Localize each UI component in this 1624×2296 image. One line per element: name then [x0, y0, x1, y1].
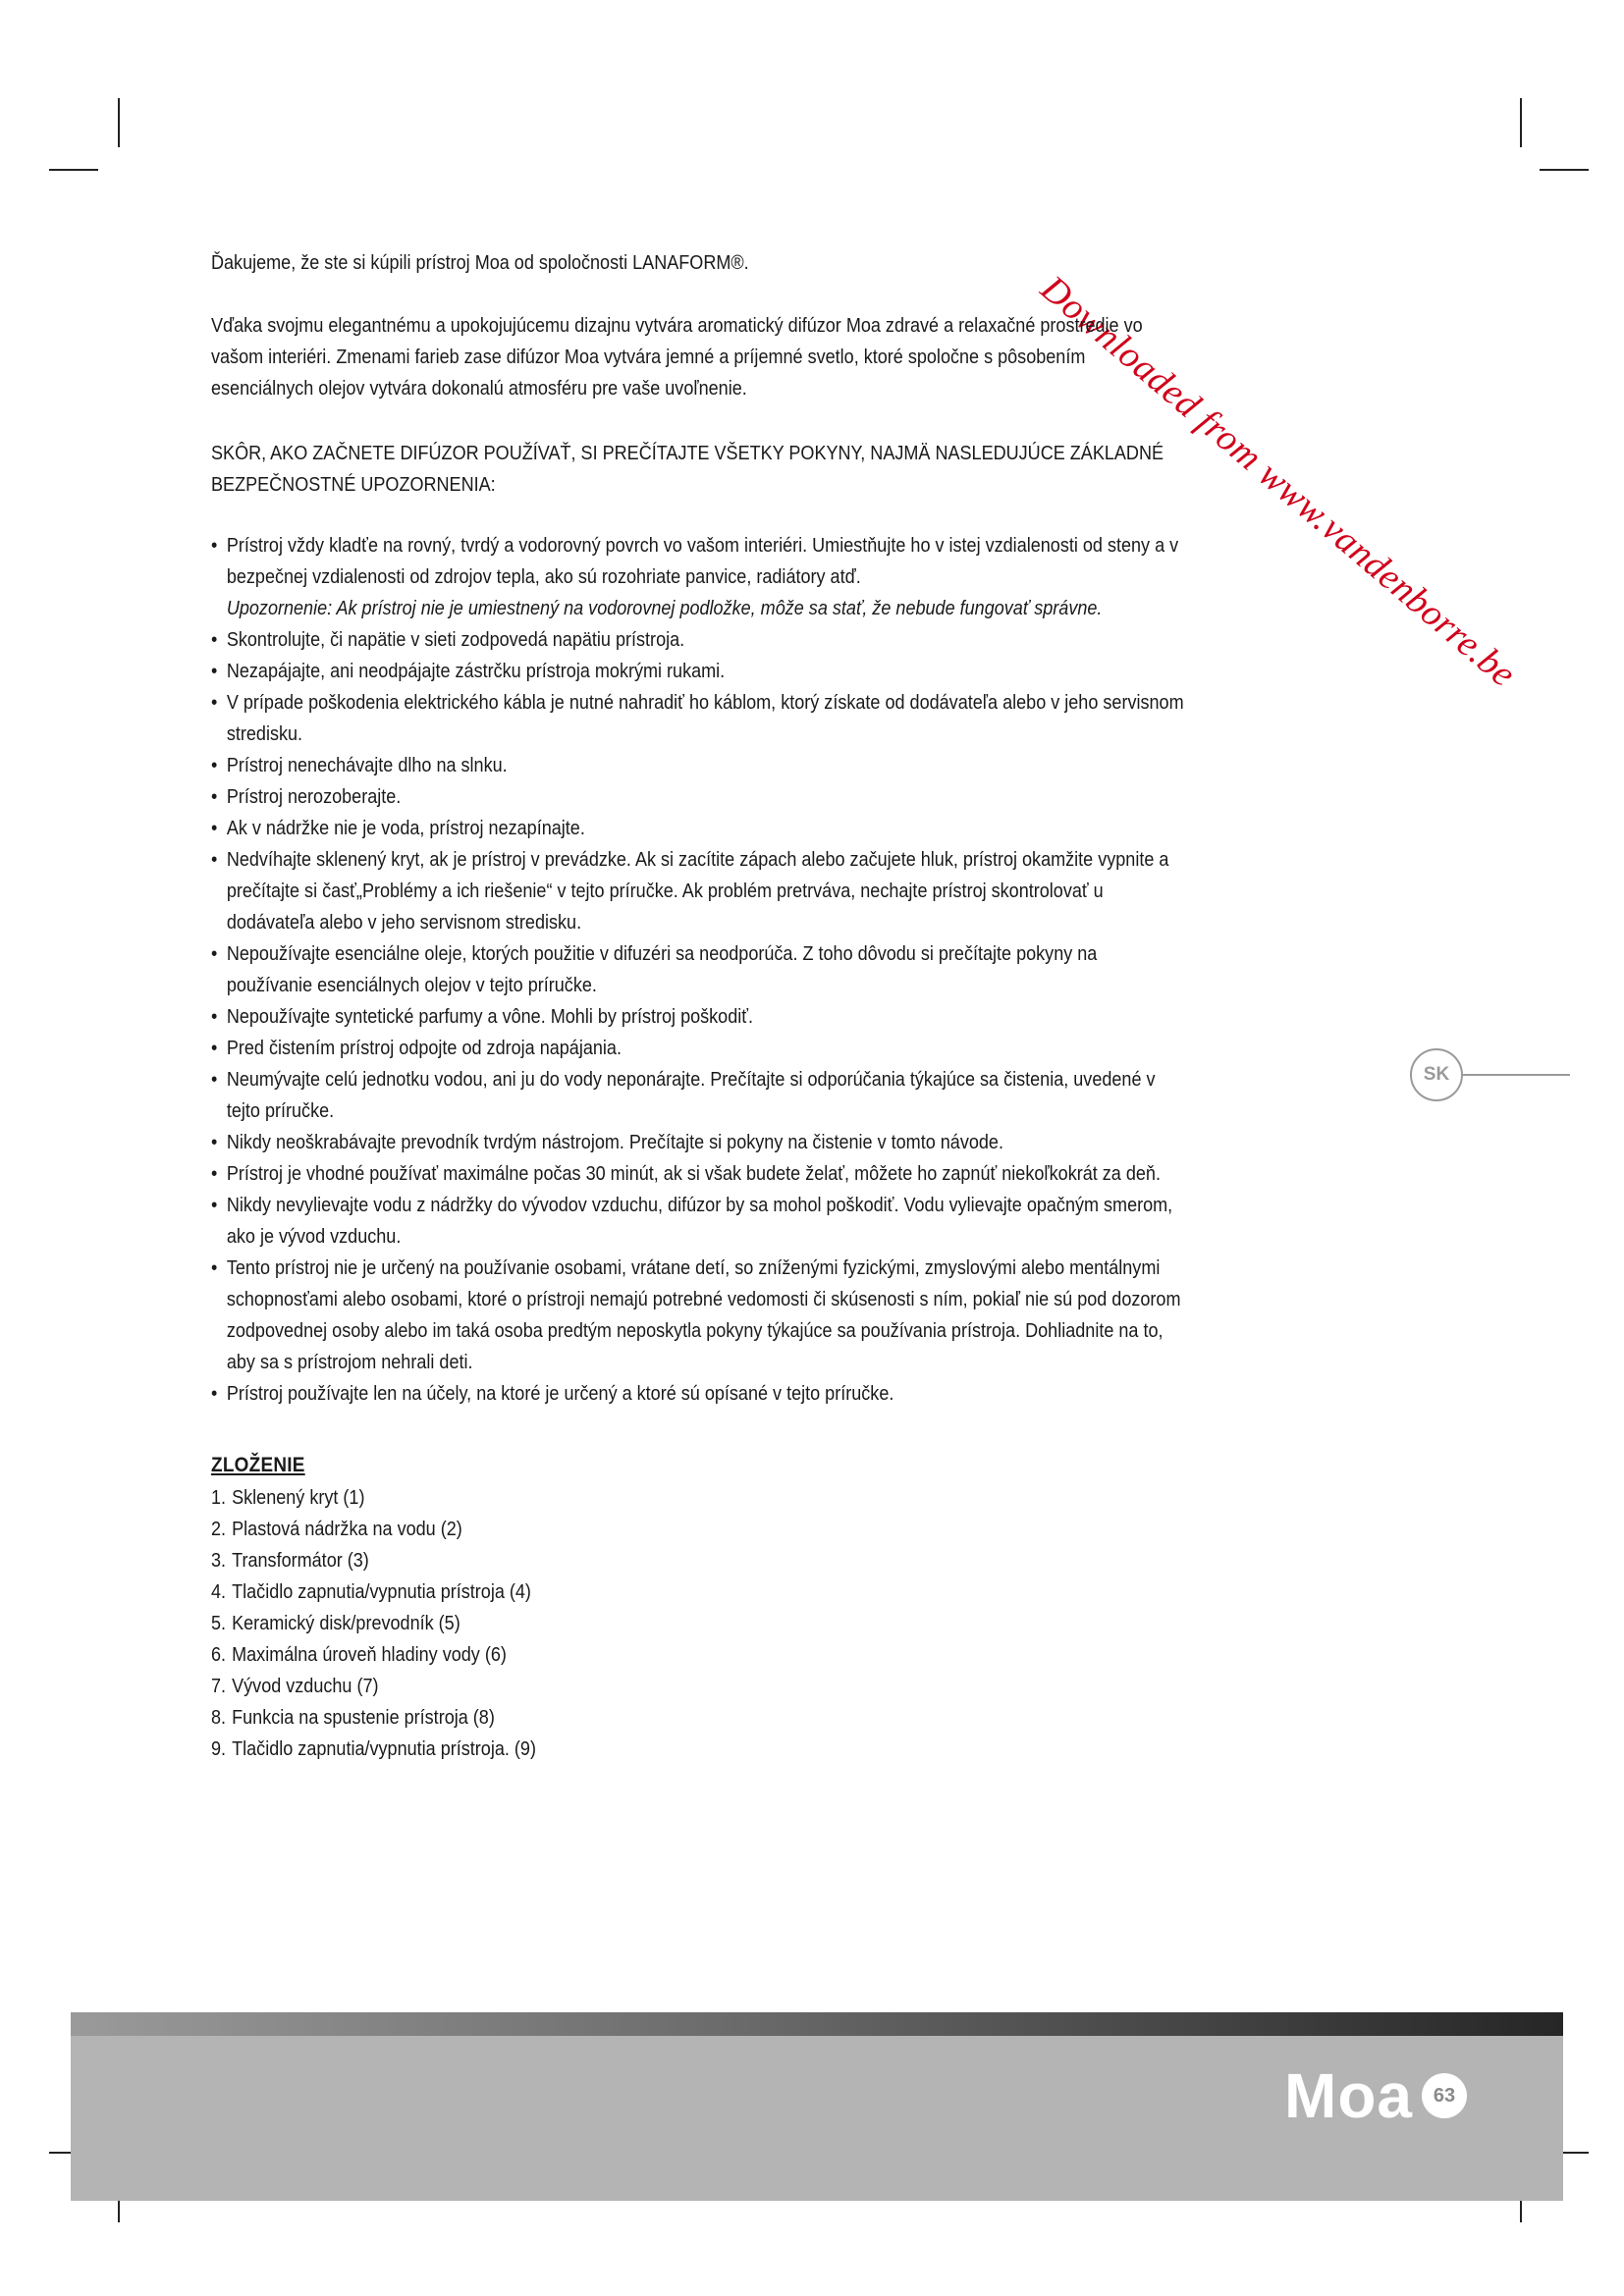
item-number: 4. — [211, 1580, 227, 1603]
list-item: • Nikdy neoškrabávajte prevodník tvrdým nástrojom. Prečítajte si pokyny na čistenie v tomto návode. — [211, 1127, 1187, 1158]
list-item: • Skontrolujte, či napätie v sieti zodpovedá napätiu prístroja. — [211, 624, 1187, 656]
crop-mark — [118, 98, 120, 147]
item-number: 7. — [211, 1675, 227, 1697]
list-item: • Nikdy nevylievajte vodu z nádržky do vývodov vzduchu, difúzor by sa mohol poškodiť. Vodu vylievajte opačným smerom, ako je vývod vzduchu. — [211, 1190, 1187, 1253]
item-label: Vývod vzduchu (7) — [232, 1675, 379, 1697]
language-tab-line — [1462, 1074, 1570, 1076]
safety-item-note: Upozornenie: Ak prístroj nie je umiestnený na vodorovnej podložke, môže sa stať, že nebude fungovať správne. — [226, 597, 1103, 619]
list-item — [211, 1482, 1187, 1514]
list-item — [211, 1702, 1187, 1734]
item-number: 5. — [211, 1612, 227, 1634]
item-number: 9. — [211, 1737, 227, 1760]
item-number: 6. — [211, 1643, 227, 1666]
list-item: • Tento prístroj nie je určený na používanie osobami, vrátane detí, so zníženými fyzickými, zmyslovými alebo mentálnymi schopnosťami alebo osobami, ktoré o prístroji nemajú potrebné vedomosti či skúsenosti s ním, pokiaľ nie sú pod dozorom zodpovednej osoby alebo im taká osoba predtým neposkytla pokyny týkajúce sa používania prístroja. Dohliadnite na to, aby sa s prístrojom nehrali deti. — [211, 1253, 1187, 1378]
item-label: Sklenený kryt (1) — [232, 1486, 365, 1509]
components-list — [211, 1482, 1187, 1765]
list-item: • Prístroj je vhodné používať maximálne počas 30 minút, ak si však budete želať, môžete ho zapnúť niekoľkokrát za deň. — [211, 1158, 1187, 1190]
list-item — [211, 1639, 1187, 1671]
list-item: • Nezapájajte, ani neodpájajte zástrčku prístroja mokrými rukami. — [211, 656, 1187, 687]
list-item: • Nedvíhajte sklenený kryt, ak je prístroj v prevádzke. Ak si zacítite zápach alebo začujete hluk, prístroj okamžite vypnite a prečítajte si časť„Problémy a ich riešenie“ v tejto príručke. Ak problém pretrváva, nechajte prístroj skontrolovať u dodávateľa alebo v jeho servisnom stredisku. — [211, 844, 1187, 938]
download-watermark: Downloaded from www.vandenborre.be — [1033, 267, 1524, 696]
item-label: Keramický disk/prevodník (5) — [232, 1612, 460, 1634]
page-content — [211, 247, 1187, 1765]
list-item — [211, 1608, 1187, 1639]
safety-list — [211, 530, 1187, 1410]
list-item: • V prípade poškodenia elektrického kábla je nutné nahradiť ho káblom, ktorý získate od dodávateľa alebo v jeho servisnom stredisku. — [211, 687, 1187, 750]
list-item: • Prístroj nenechávajte dlho na slnku. — [211, 750, 1187, 781]
list-item: • Nepoužívajte syntetické parfumy a vône. Mohli by prístroj poškodiť. — [211, 1001, 1187, 1033]
components-title: ZLOŽENIE — [211, 1453, 305, 1476]
crop-mark — [1540, 169, 1589, 171]
list-item: • Pred čistením prístroj odpojte od zdroja napájania. — [211, 1033, 1187, 1064]
language-tab: SK — [1410, 1048, 1463, 1101]
item-label: Plastová nádržka na vodu (2) — [232, 1518, 462, 1540]
item-label: Transformátor (3) — [232, 1549, 369, 1572]
list-item — [211, 530, 1187, 624]
safety-item-text: Prístroj vždy kladťe na rovný, tvrdý a vodorovný povrch vo vašom interiéri. Umiestňujte ho v istej vzdialenosti od steny a v bezpečnej vzdialenosti od zdrojov tepla, ako sú rozohriate panvice, radiátory atď. — [226, 534, 1179, 588]
intro-description: Vďaka svojmu elegantnému a upokojujúcemu dizajnu vytvára aromatický difúzor Moa zdravé a relaxačné prostredie vo vašom interiéri. Zmenami farieb zase difúzor Moa vytvára jemné a príjemné svetlo, ktoré spoločne s pôsobením esenciálnych olejov vytvára dokonalú atmosféru pre vaše uvoľnenie. — [211, 314, 1143, 400]
list-item — [211, 1545, 1187, 1576]
list-item — [211, 1734, 1187, 1765]
list-item: • Nepoužívajte esenciálne oleje, ktorých použitie v difuzéri sa neodporúča. Z toho dôvodu si prečítajte pokyny na používanie esenciálnych olejov v tejto príručke. — [211, 938, 1187, 1001]
crop-mark — [49, 169, 98, 171]
list-item — [211, 1671, 1187, 1702]
item-label: Tlačidlo zapnutia/vypnutia prístroja (4) — [232, 1580, 531, 1603]
item-label: Funkcia na spustenie prístroja (8) — [232, 1706, 495, 1729]
list-item: • Neumývajte celú jednotku vodou, ani ju do vody neponárajte. Prečítajte si odporúčania týkajúce sa čistenia, uvedené v tejto príručke. — [211, 1064, 1187, 1127]
safety-heading: SKÔR, AKO ZAČNETE DIFÚZOR POUŽÍVAŤ, SI PREČÍTAJTE VŠETKY POKYNY, NAJMÄ NASLEDUJÚCE ZÁKLADNÉ BEZPEČNOSTNÉ UPOZORNENIA: — [211, 442, 1164, 496]
item-number: 2. — [211, 1518, 227, 1540]
list-item — [211, 1576, 1187, 1608]
crop-mark — [1520, 98, 1522, 147]
list-item: • Prístroj používajte len na účely, na ktoré je určený a ktoré sú opísané v tejto príručke. — [211, 1378, 1187, 1410]
page-number: 63 — [1422, 2073, 1467, 2118]
item-label: Maximálna úroveň hladiny vody (6) — [232, 1643, 507, 1666]
list-item — [211, 1514, 1187, 1545]
intro-thanks: Ďakujeme, že ste si kúpili prístroj Moa od spoločnosti LANAFORM®. — [211, 251, 749, 274]
list-item: • Prístroj nerozoberajte. — [211, 781, 1187, 813]
item-number: 8. — [211, 1706, 227, 1729]
item-number: 1. — [211, 1486, 227, 1509]
item-label: Tlačidlo zapnutia/vypnutia prístroja. (9) — [232, 1737, 536, 1760]
item-number: 3. — [211, 1549, 227, 1572]
list-item: • Ak v nádržke nie je voda, prístroj nezapínajte. — [211, 813, 1187, 844]
brand-logo: Moa — [1284, 2060, 1413, 2131]
footer-gradient-bar — [71, 2012, 1563, 2036]
